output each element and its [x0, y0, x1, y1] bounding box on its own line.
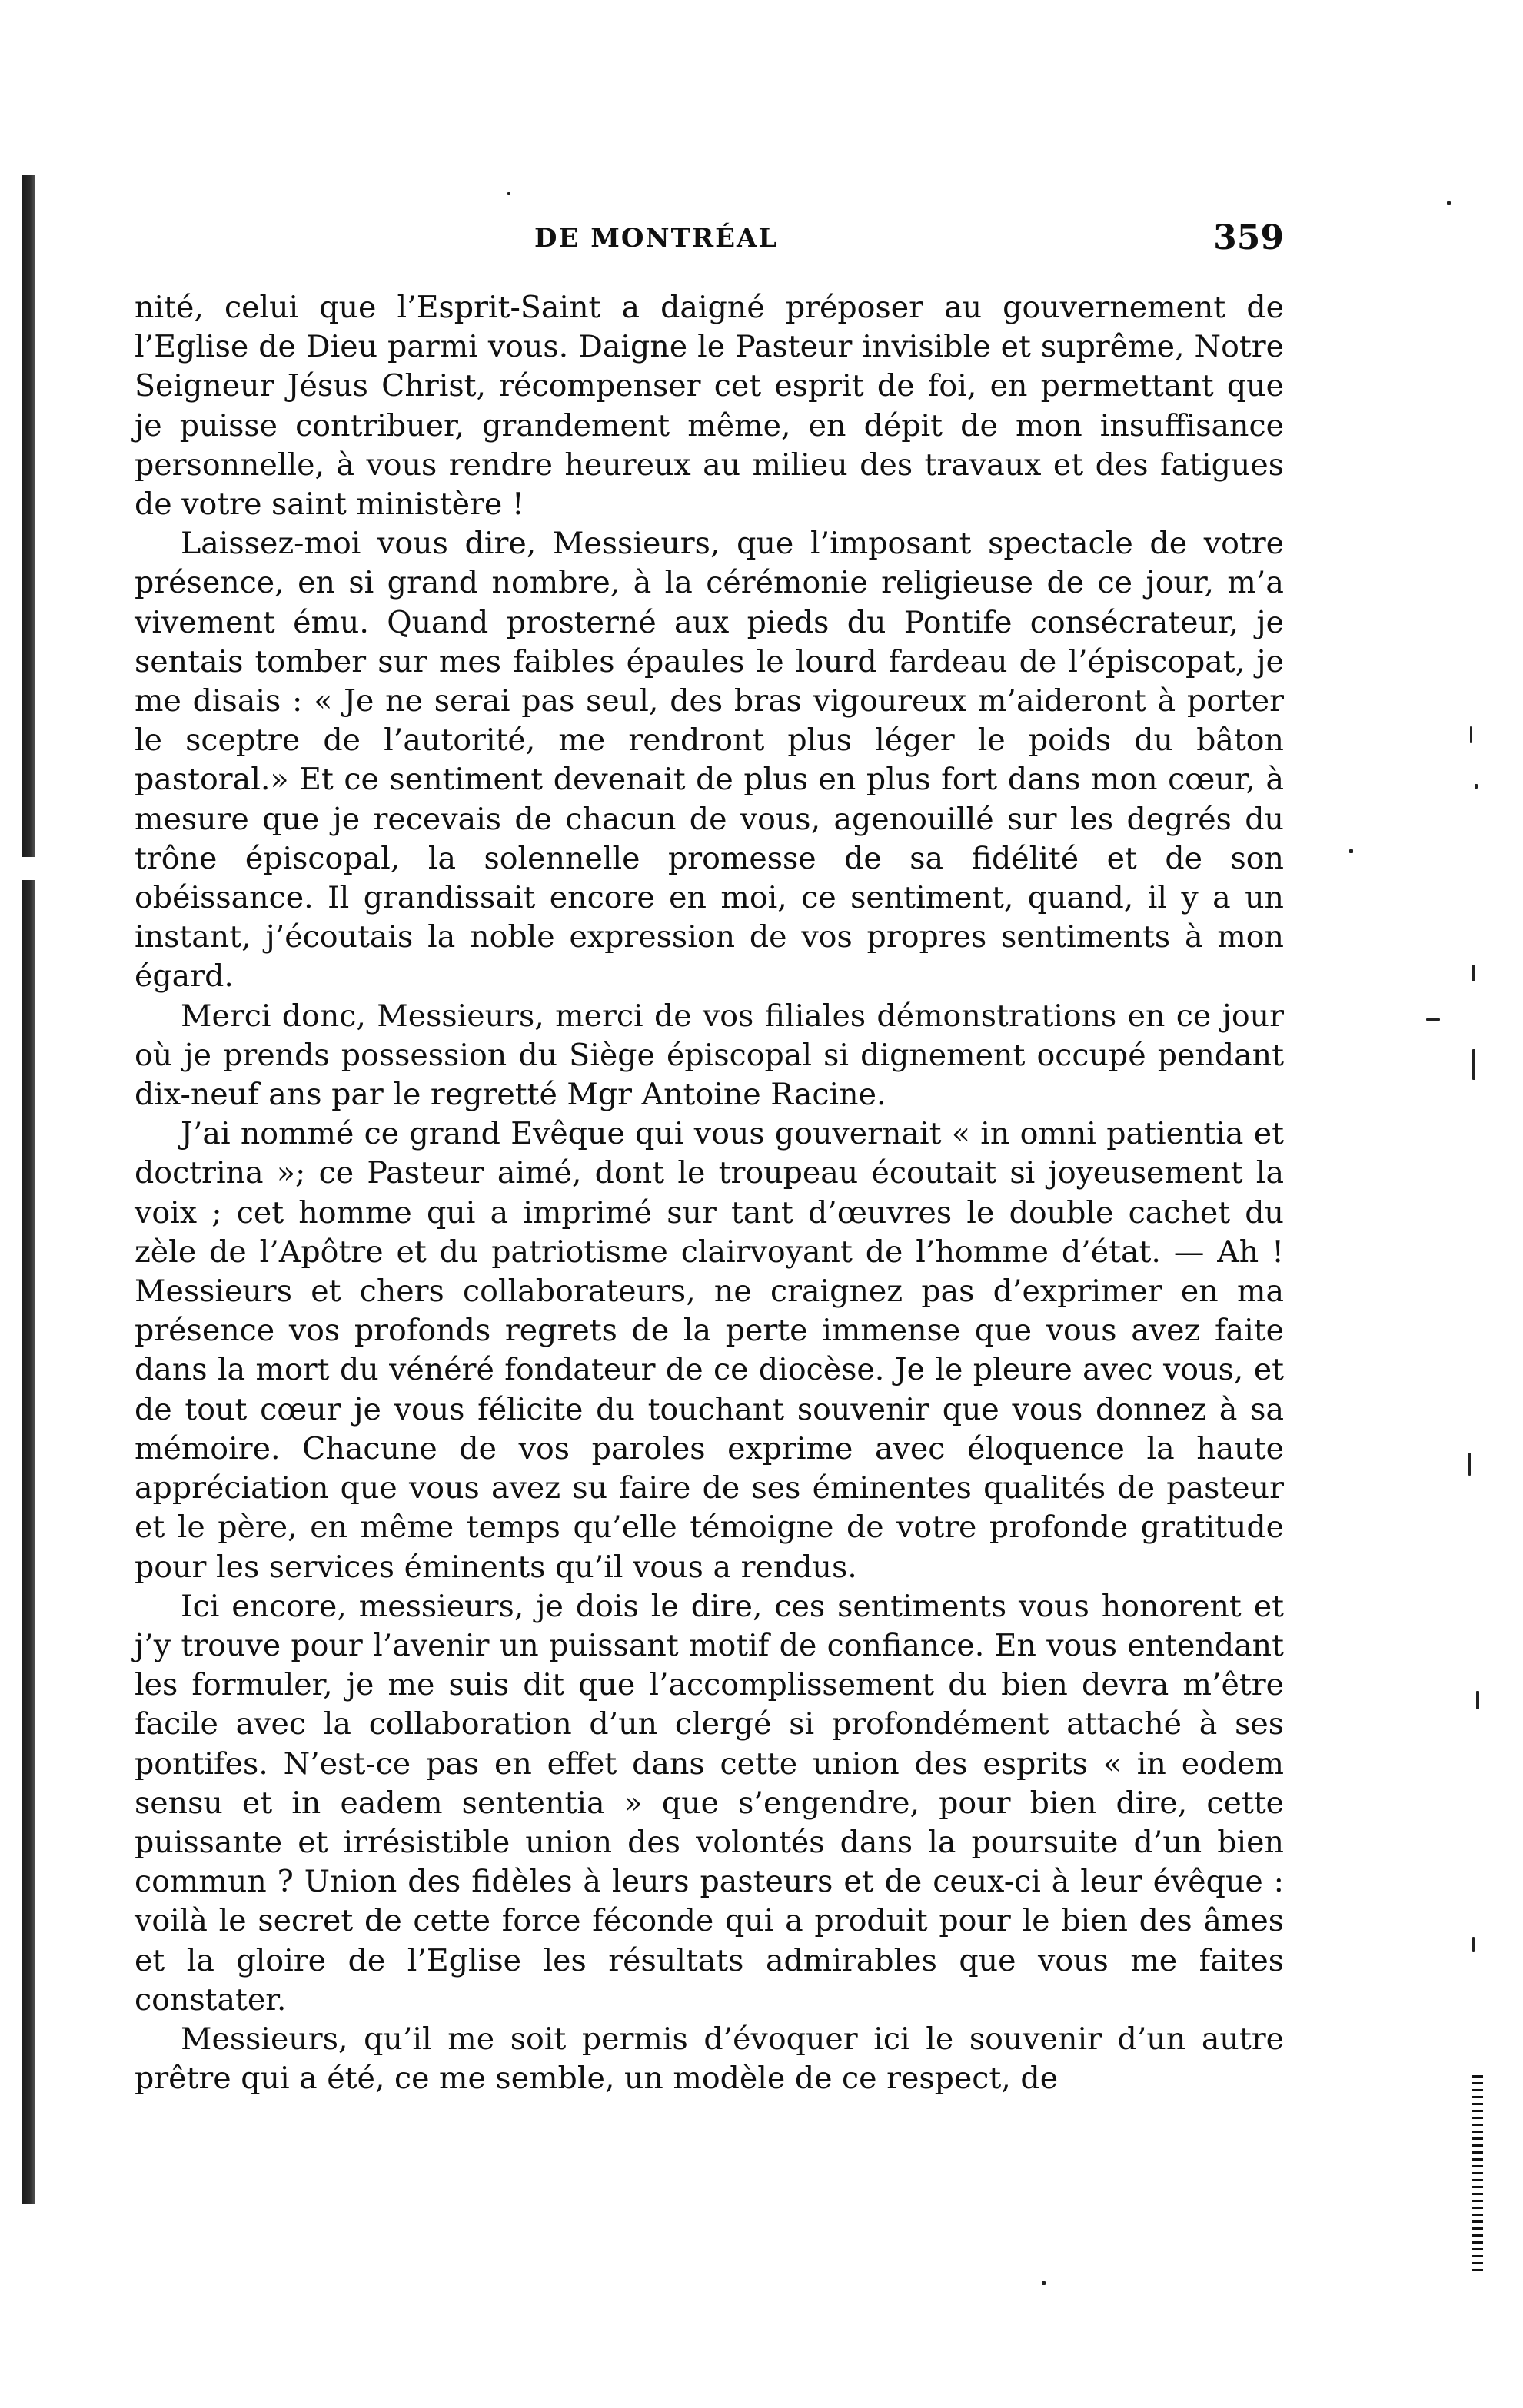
scan-speck	[1349, 849, 1353, 853]
scan-speck	[1470, 726, 1472, 743]
paragraph-6: Messieurs, qu’il me soit permis d’évoquer ici le souvenir d’un autre prêtre qui a été, ce me semble, un modèle de ce respect, de	[135, 2021, 1284, 2097]
page-number: 359	[1213, 218, 1284, 257]
paragraph-5: Ici encore, messieurs, je dois le dire, ces sentiments vous honorent et j’y trouve pour l’avenir un puissant motif de confiance. En vous entendant les formuler, je me suis dit que l’accomplissement du bien devra m’être facile avec la collaboration d’un clergé si profondément attaché à ses pontifes. N’est-ce pas en effet dans cette union des esprits « in eodem sensu et in eadem sententia » que s’engendre, pour bien dire, cette puissante et irrésistible union des volontés dans la poursuite d’un bien commun ? Union des fidèles à leurs pasteurs et de ceux-ci à leur évêque : voilà le secret de cette force féconde qui a produit pour le bien des âmes et la gloire de l’Eglise les résultats admirables que vous me faites constater.	[135, 1588, 1284, 2018]
scan-speck	[1447, 201, 1451, 205]
body-text	[135, 288, 1284, 2098]
paragraph-3: Merci donc, Messieurs, merci de vos filiales démonstrations en ce jour où je prends possession du Siège épiscopal si dignement occupé pendant dix-neuf ans par le regretté Mgr Antoine Racine.	[135, 998, 1284, 1113]
scan-edge-marks	[1472, 2075, 1483, 2275]
paragraph-2: Laissez-moi vous dire, Messieurs, que l’imposant spectacle de votre présence, en si grand nombre, à la cérémonie religieuse de ce jour, m’a vivement ému. Quand prosterné aux pieds du Pontife consécrateur, je sentais tomber sur mes faibles épaules le lourd fardeau de l’épiscopat, je me disais : « Je ne serai pas seul, des bras vigoureux m’aideront à porter le sceptre de l’autorité, me rendront plus léger le poids du bâton pastoral.» Et ce sentiment devenait de plus en plus fort dans mon cœur, à mesure que je recevais de chacun de vous, agenouillé sur les degrés du trône épiscopal, la solennelle promesse de sa fidélité et de son obéissance. Il grandissait encore en moi, ce sentiment, quand, il y a un instant, j’écoutais la noble expression de vos propres sentiments à mon égard.	[135, 526, 1284, 995]
scan-speck	[1468, 1453, 1471, 1476]
paragraph-4: J’ai nommé ce grand Evêque qui vous gouvernait « in omni patientia et doctrina »; ce Pasteur aimé, dont le troupeau écoutait si joyeusement la voix ; cet homme qui a imprimé sur tant d’œuvres le double cachet du zèle de l’Apôtre et du patriotisme clairvoyant de l’homme d’état. — Ah ! Messieurs et chers collaborateurs, ne craignez pas d’exprimer en ma présence vos profonds regrets de la perte immense que vous avez faite dans la mort du vénéré fondateur de ce diocèse. Je le pleure avec vous, et de tout cœur je vous félicite du touchant souvenir que vous donnez à sa mémoire. Chacune de vos paroles exprime avec éloquence la haute appréciation que vous avez su faire de ses éminentes qualités de pasteur et le père, en même temps qu’elle témoigne de votre profonde gratitude pour les services éminents qu’il vous a rendus.	[135, 1116, 1284, 1585]
scan-speck	[507, 192, 510, 195]
binding-gap	[22, 857, 35, 880]
scan-speck	[1475, 784, 1478, 789]
running-head: DE MONTRÉAL	[534, 223, 779, 254]
binding-shadow	[22, 175, 35, 2204]
page-header	[135, 218, 1284, 261]
paragraph-1: nité, celui que l’Esprit-Saint a daigné préposer au gouvernement de l’Eglise de Dieu parmi vous. Daigne le Pasteur invisible et suprême, Notre Seigneur Jésus Christ, récompenser cet esprit de foi, en permettant que je puisse contribuer, grandement même, en dépit de mon insuffisance personnelle, à vous rendre heureux au milieu des travaux et des fatigues de votre saint ministère !	[135, 290, 1284, 523]
scan-speck	[1472, 965, 1475, 981]
scan-speck	[1426, 1018, 1440, 1021]
scan-speck	[1472, 1049, 1475, 1080]
scan-speck	[1472, 1937, 1475, 1952]
scan-speck	[1476, 1691, 1479, 1709]
scan-speck	[1042, 2281, 1046, 2285]
